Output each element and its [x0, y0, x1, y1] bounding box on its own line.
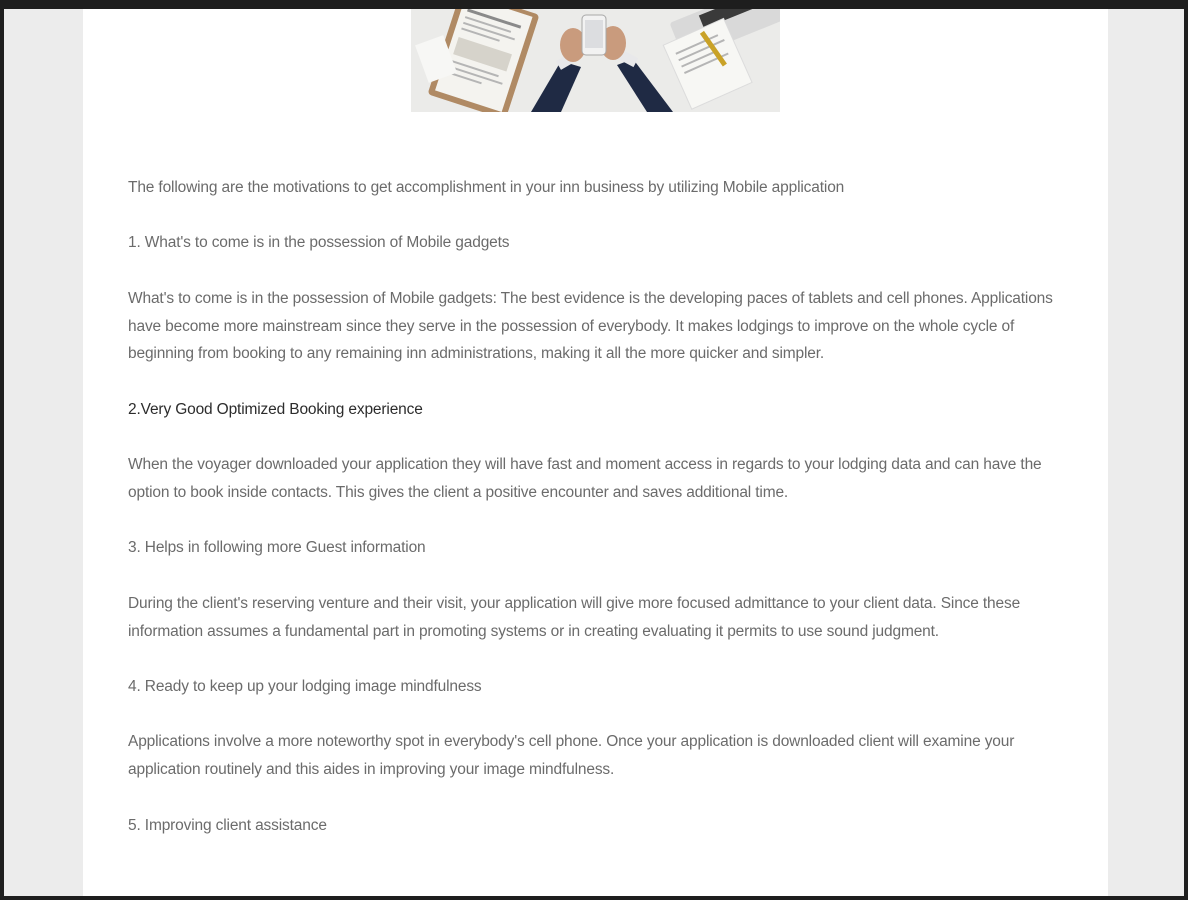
- section-body-2: When the voyager downloaded your application they will have fast and moment access in regards to your lodging data and can have the option to book inside contacts. This gives the client a positive encounter and saves additional time.: [128, 456, 1042, 501]
- hero-image: [411, 9, 780, 112]
- section-heading-3: 3. Helps in following more Guest information: [128, 539, 426, 557]
- article-page: [83, 9, 1108, 896]
- business-desk-photo-icon: [411, 9, 780, 112]
- section-heading-5: 5. Improving client assistance: [128, 816, 327, 834]
- section-body-4: Applications involve a more noteworthy spot in everybody's cell phone. Once your application is downloaded client will examine your application routinely and this aides in improving your image mindfulness.: [128, 733, 1015, 779]
- article-content: [128, 174, 1063, 867]
- section-body-1: What's to come is in the possession of Mobile gadgets: The best evidence is the developing paces of tablets and cell phones. Applications have become more mainstream since they serve in the possession of everybody. It makes lodgings to improve on the whole cycle of beginning from booking to any remaining inn administrations, making it all the more quicker and simpler.: [128, 289, 1053, 363]
- screenshot-frame: [4, 9, 1184, 896]
- section-heading-4: 4. Ready to keep up your lodging image mindfulness: [128, 677, 482, 695]
- section-body-3: During the client's reserving venture and their visit, your application will give more focused admittance to your client data. Since these information assumes a fundamental part in promoting systems or in creating evaluating it permits to use sound judgment.: [128, 594, 1021, 640]
- section-heading-2: 2.Very Good Optimized Booking experience: [128, 400, 423, 418]
- section-heading-1: 1. What's to come is in the possession of Mobile gadgets: [128, 234, 510, 252]
- article-intro: The following are the motivations to get accomplishment in your inn business by utilizing Mobile application: [128, 179, 845, 196]
